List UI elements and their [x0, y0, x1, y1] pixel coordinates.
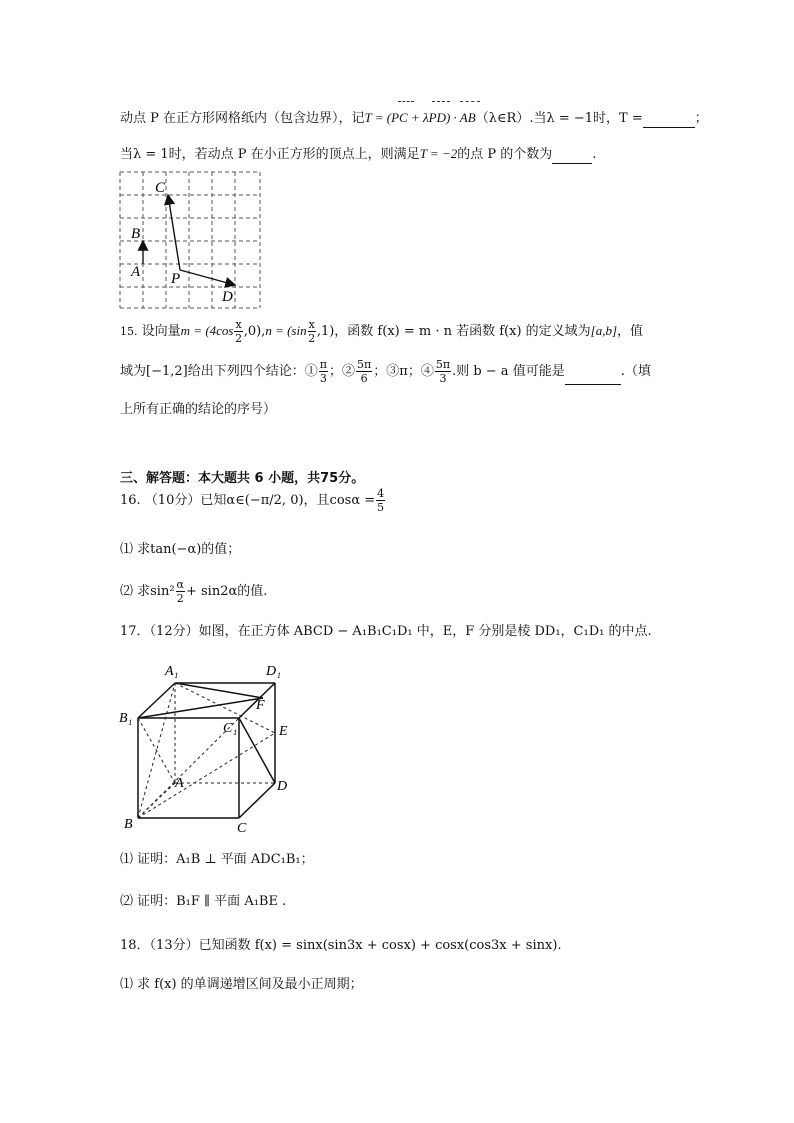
label-p: P — [171, 271, 181, 287]
q15-vec-m: m = (4cos — [180, 323, 234, 338]
label-b1: B₁ — [119, 711, 133, 726]
q14-end1: ； — [694, 111, 708, 126]
q16-part1: ⑴ 求tan(−α)的值； — [120, 542, 241, 557]
label-a: A — [131, 264, 141, 280]
q15-end-n: ,1) — [316, 324, 335, 339]
q16-frac-4-5: $\frac{4}{5}$ — [377, 487, 385, 514]
q15-text-c: ，值 — [617, 324, 644, 339]
vector-bar-pc — [398, 101, 414, 102]
q15-text-f: .则 b − a 值可能是 — [452, 364, 565, 379]
vector-pd-arrow — [180, 270, 235, 285]
q15-frac-pi-3: $\frac{\pi}{3}$ — [319, 358, 327, 385]
q14-grid-figure — [118, 170, 266, 312]
q15-vec-n: n = (sin — [265, 323, 307, 338]
q15-line2: 域为[−1,2]给出下列四个结论：① $\frac{\pi}{3}$ ；② $\frac{5\pi}{6}$ ；③π；④ $\frac{5\pi}{3}$ .则 b − a 值可能是 .（填 — [120, 358, 651, 385]
q15-opt2: ② — [342, 364, 356, 379]
q15-mid-m: ,0), — [243, 324, 266, 339]
q15-text-g: .（填 — [620, 364, 651, 379]
label-b: B — [124, 817, 133, 832]
q18-head: 18．（13分）已知函数 f(x) = sinx(sin3x + cosx) + cosx(cos3x + sinx). — [120, 938, 562, 953]
q15-frac-5pi-3: $\frac{5\pi}{3}$ — [435, 358, 451, 385]
q16-text-a: 16. （10分）已知α∈ — [120, 493, 245, 508]
q14-line1 — [120, 109, 708, 128]
q15-number: 15. — [120, 325, 138, 338]
q14-answer-blank-1[interactable] — [643, 115, 695, 128]
q14-end2: . — [592, 147, 597, 162]
q17-head: 17．（12分）如图，在正方体 ABCD − A₁B₁C₁D₁ 中，E，F 分别是棱 DD₁，C₁D₁ 的中点. — [120, 624, 652, 639]
label-c: C — [237, 821, 247, 836]
q16-part2 — [120, 578, 267, 605]
q15-domain: [a,b] — [590, 323, 618, 338]
label-a1: A₁ — [165, 664, 179, 679]
q15-text-e: 给出下列四个结论： — [187, 364, 305, 379]
q15-opt3-4: ③π；④ — [386, 364, 434, 379]
vector-pc-arrow — [168, 195, 180, 270]
label-e: E — [279, 724, 288, 739]
vector-bar-ab — [460, 101, 480, 102]
q15-answer-blank[interactable] — [565, 372, 621, 385]
label-a: A — [175, 776, 184, 791]
q14-formula-t: T = (PC + λPD) · AB — [364, 110, 476, 125]
q16-text-b: ，且cosα = — [303, 493, 376, 508]
q17-cube-figure — [115, 660, 300, 838]
label-c1: C₁ — [223, 721, 238, 736]
label-d1: D₁ — [266, 664, 281, 679]
q16-text-c: ⑵ 求sin² — [120, 584, 175, 599]
q14-formula-eq: T = −2 — [419, 146, 458, 161]
q15-frac-x2-b: $\frac{x}{2}$ — [308, 318, 316, 345]
label-d: D — [277, 779, 288, 794]
q15-frac-5pi-6: $\frac{5\pi}{6}$ — [357, 358, 372, 385]
label-c: C — [155, 180, 166, 196]
q15-text-d: 域为 — [120, 364, 147, 379]
label-b: B — [131, 226, 141, 242]
q15-frac-x2-a: $\frac{x}{2}$ — [235, 318, 243, 345]
q15-opt1: ① — [304, 364, 318, 379]
q17-part1: ⑴ 证明：A₁B ⊥ 平面 ADC₁B₁； — [120, 852, 314, 867]
q18-part1: ⑴ 求 f(x) 的单调递增区间及最小正周期； — [120, 977, 363, 992]
q16-interval: (−π/2, 0) — [244, 493, 304, 508]
label-d: D — [222, 289, 233, 305]
q15-text-b: ，函数 f(x) = m · n 若函数 f(x) 的定义域为 — [334, 324, 591, 339]
q14-text-b: .当λ = −1时，T = — [529, 111, 643, 126]
q16-text-d: + sin2α的值. — [185, 584, 268, 599]
q14-answer-blank-2[interactable] — [552, 151, 592, 164]
q14-text-c: 当λ = 1时，若动点 P 在小正方形的顶点上，则满足 — [120, 147, 420, 162]
q17-part2: ⑵ 证明：B₁F ∥ 平面 A₁BE . — [120, 894, 287, 909]
q14-line2 — [120, 145, 596, 164]
q15-line3: 上所有正确的结论的序号） — [120, 402, 277, 417]
q16-head — [120, 487, 386, 514]
q15-line1 — [120, 318, 643, 345]
grid-lines — [120, 172, 260, 308]
vector-bar-pd — [432, 101, 450, 102]
q15-text-a: 设向量 — [141, 324, 181, 339]
q14-text-d: 的点 P 的个数为 — [457, 147, 553, 162]
q16-frac-alpha-2: $\frac{\alpha}{2}$ — [176, 578, 184, 605]
q15-range: [−1,2] — [146, 364, 188, 379]
q14-text-a: 动点 P 在正方形网格纸内（包含边界），记 — [120, 111, 365, 126]
q14-cond: （λ∈R） — [475, 111, 530, 126]
section3-heading: 三、解答题：本大题共 6 小题，共75分。 — [120, 471, 365, 486]
label-f: F — [256, 698, 265, 713]
